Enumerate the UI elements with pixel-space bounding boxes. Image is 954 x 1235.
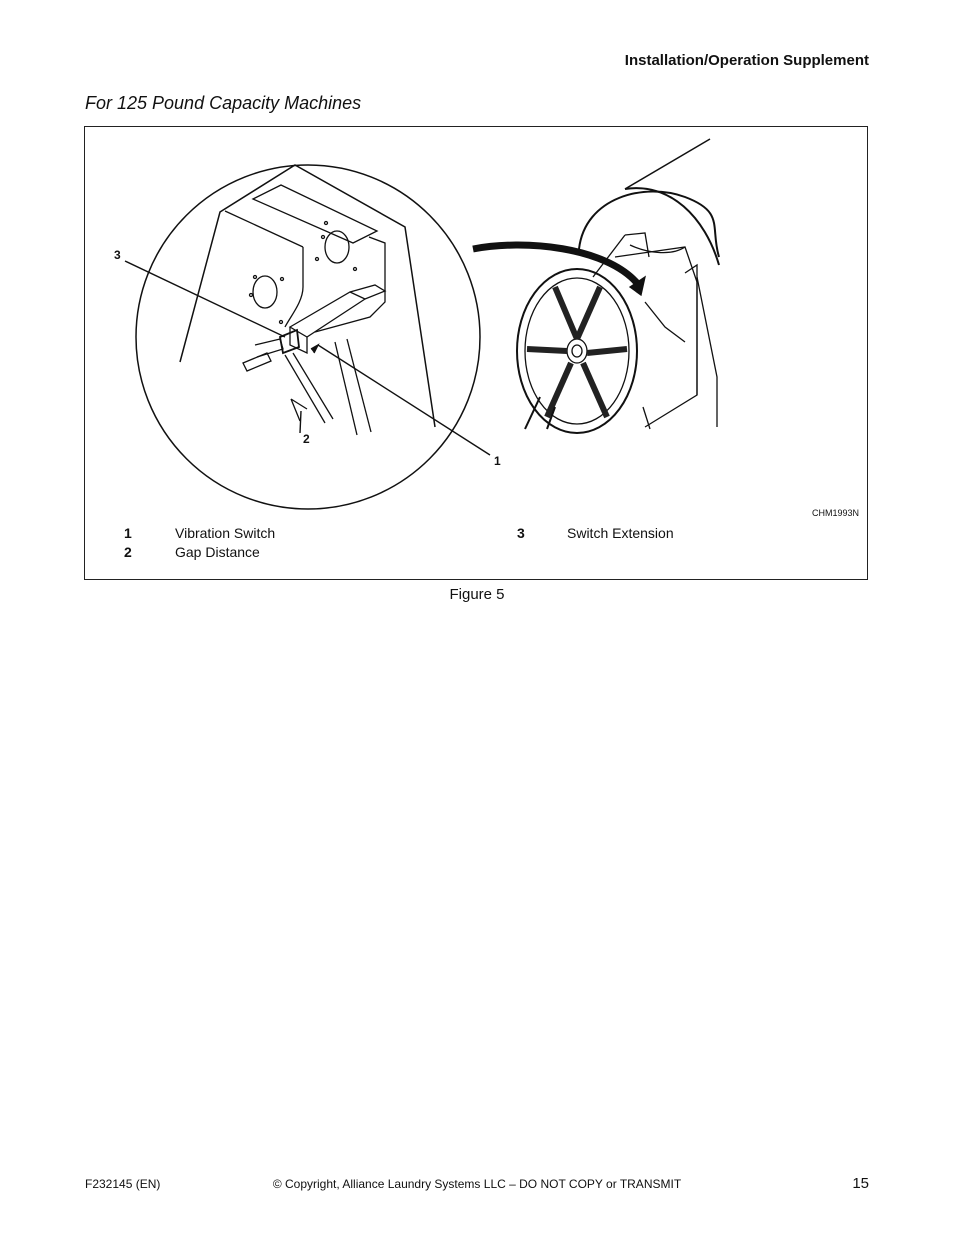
figure-caption: Figure 5 [449,586,505,603]
legend-label-gap-distance: Gap Distance [175,544,260,560]
vibration-switch-illustration [85,127,869,581]
detail-circle [136,165,480,509]
callout-2: 2 [303,432,310,446]
legend-num-2: 2 [124,544,132,560]
legend-label-vibration-switch: Vibration Switch [175,525,276,541]
legend-label-switch-extension: Switch Extension [567,525,674,541]
header-title: Installation/Operation Supplement [624,52,869,69]
machine-drawing [473,139,719,433]
footer-doc-id: F232145 (EN) [85,1177,161,1191]
figure-code: CHM1993N [811,508,859,518]
callout-1: 1 [494,454,501,468]
callout-3: 3 [114,248,121,262]
legend-num-1: 1 [124,525,132,541]
figure-box [84,126,868,580]
footer-copyright: © Copyright, Alliance Laundry Systems LLC – DO NOT COPY or TRANSMIT [272,1177,682,1191]
legend-num-3: 3 [517,525,525,541]
section-title: For 125 Pound Capacity Machines [85,93,362,113]
footer-page-number: 15 [852,1175,869,1192]
